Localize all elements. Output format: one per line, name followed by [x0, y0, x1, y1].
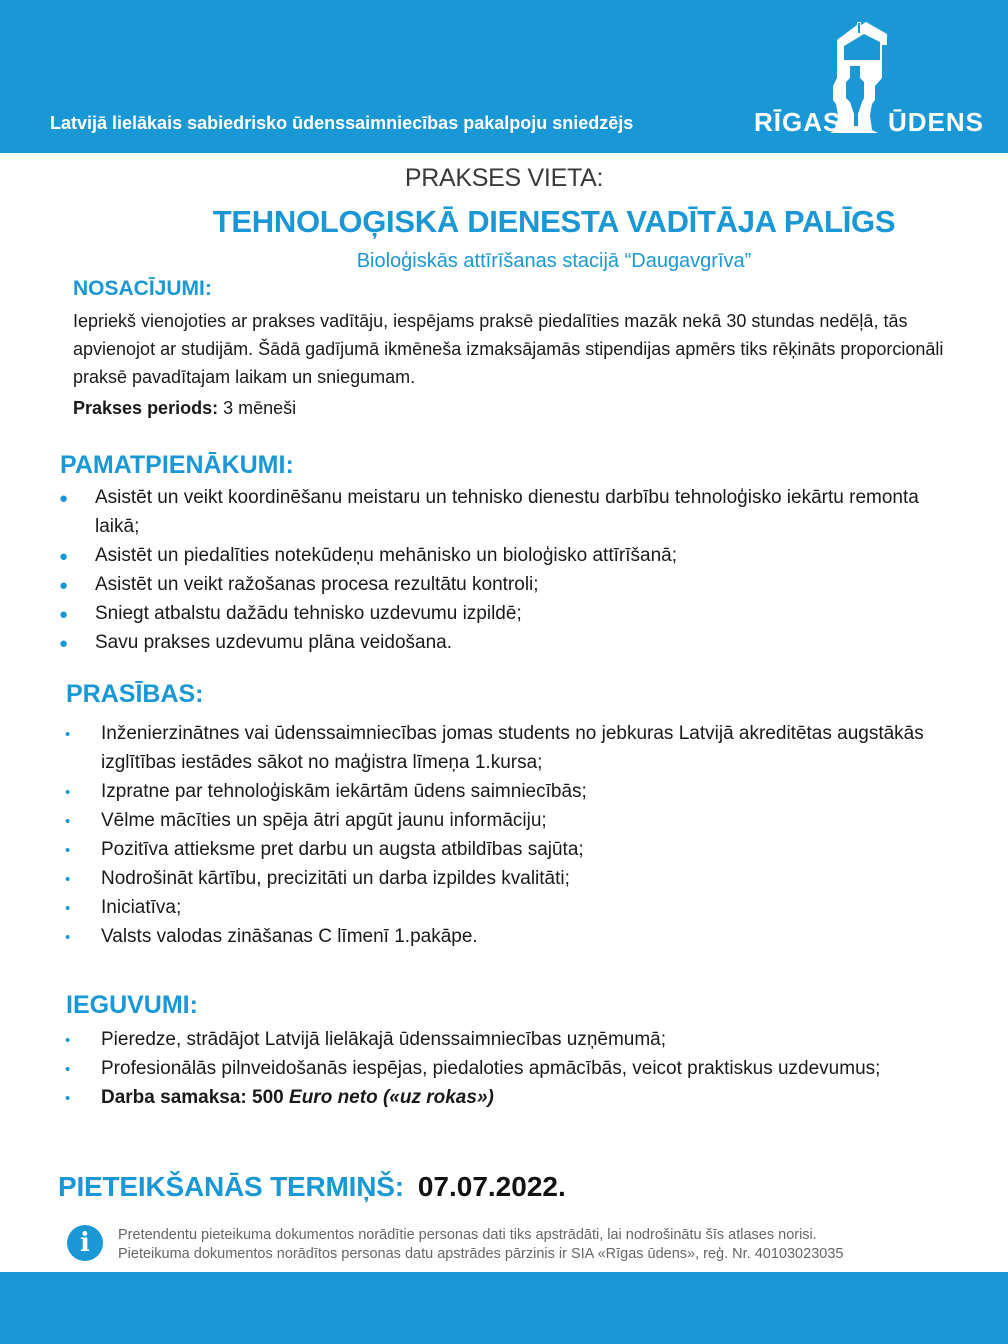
- bullet-icon: ●: [59, 635, 69, 652]
- requirements-list: [65, 719, 961, 951]
- list-item-text: Profesionālās pilnveidošanās iespējas, piedaloties apmācībās, veicot praktiskus uzdevumus;: [101, 1058, 881, 1079]
- privacy-notice: [118, 1226, 843, 1264]
- list-item-text: Pozitīva attieksme pret darbu un augsta atbildības sajūta;: [101, 839, 584, 860]
- conditions-heading: NOSACĪJUMI:: [73, 277, 212, 300]
- position-title: TEHNOLOĢISKĀ DIENESTA VADĪTĀJA PALĪGS: [212, 204, 896, 239]
- list-item: [59, 570, 925, 599]
- bullet-icon: •: [65, 1061, 71, 1078]
- practice-location: Bioloģiskās attīrīšanas stacijā “Daugavgrīva”: [356, 250, 752, 272]
- benefits-heading: IEGUVUMI:: [66, 991, 198, 1019]
- list-item-text: Vēlme mācīties un spēja ātri apgūt jaunu informāciju;: [101, 810, 547, 831]
- deadline-label: PIETEIKŠANĀS TERMIŅŠ:: [58, 1171, 404, 1202]
- list-item-text: Asistēt un piedalīties notekūdeņu mehānisko un bioloģisko attīrīšanā;: [95, 545, 677, 566]
- bullet-icon: ●: [59, 577, 69, 594]
- duties-list: [59, 483, 925, 657]
- list-item: [65, 806, 961, 835]
- bullet-icon: ●: [59, 490, 69, 507]
- bullet-icon: ●: [59, 606, 69, 623]
- list-item-text: Nodrošināt kārtību, precizitāti un darba izpildes kvalitāti;: [101, 868, 570, 889]
- salary-item: [65, 1083, 931, 1112]
- list-item-text: Inženierzinātnes vai ūdenssaimniecības jomas students no jebkuras Latvijā akreditētas augstākās izglītības iestādes sākot no maģistra līmeņa 1.kursa;: [101, 723, 924, 773]
- list-item-text: Savu prakses uzdevumu plāna veidošana.: [95, 632, 453, 653]
- list-item-text: Asistēt un veikt ražošanas procesa rezultātu kontroli;: [95, 574, 539, 595]
- bullet-icon: •: [65, 929, 71, 946]
- list-item: [65, 864, 961, 893]
- bullet-icon: •: [65, 813, 71, 830]
- requirements-heading: PRASĪBAS:: [66, 680, 204, 708]
- period-label: Prakses periods:: [73, 398, 219, 418]
- bullet-icon: •: [65, 1032, 71, 1049]
- practice-place-label: PRAKSES VIETA:: [404, 164, 604, 192]
- list-item: [65, 893, 961, 922]
- logo-text-udens: ŪDENS: [888, 107, 985, 137]
- privacy-notice-line1: Pretendentu pieteikuma dokumentos norādītie personas dati tiks apstrādāti, lai nodrošinātu šīs atlases norisi.: [118, 1227, 817, 1243]
- benefits-list: [65, 1025, 931, 1112]
- bullet-icon: •: [65, 784, 71, 801]
- list-item: [59, 541, 925, 570]
- info-icon: i: [67, 1225, 103, 1261]
- bullet-icon: •: [65, 900, 71, 917]
- period-value: 3 mēneši: [218, 398, 297, 418]
- list-item: [65, 1054, 931, 1083]
- duties-heading: PAMATPIENĀKUMI:: [60, 451, 294, 479]
- list-item-text: Izpratne par tehnoloģiskām iekārtām ūdens saimniecībās;: [101, 781, 587, 802]
- application-deadline: [58, 1171, 566, 1203]
- deadline-date: 07.07.2022.: [417, 1171, 566, 1202]
- list-item: [59, 599, 925, 628]
- logo-text-rigas: RĪGAS: [754, 107, 842, 137]
- header-banner: [0, 0, 1008, 153]
- list-item-text: Sniegt atbalstu dažādu tehnisko uzdevumu izpildē;: [95, 603, 522, 624]
- list-item: [65, 719, 961, 777]
- bullet-icon: •: [65, 842, 71, 859]
- bullet-icon: ●: [59, 548, 69, 565]
- list-item: [65, 777, 961, 806]
- practice-period: [73, 398, 296, 419]
- bullet-icon: •: [65, 1090, 71, 1107]
- privacy-notice-line2: Pieteikuma dokumentos norādītos personas datu apstrādes pārzinis ir SIA «Rīgas ūdens», reģ. Nr. 40103023035: [118, 1246, 844, 1262]
- list-item-text: Pieredze, strādājot Latvijā lielākajā ūdenssaimniecības uzņēmumā;: [101, 1029, 667, 1050]
- list-item-text: Iniciatīva;: [101, 897, 182, 918]
- footer-banner: [0, 1272, 1008, 1344]
- conditions-text: Iepriekš vienojoties ar prakses vadītāju, iespējams praksē piedalīties mazāk nekā 30 stundas nedēļā, tās apvienojot ar studijām. Šādā gadījumā ikmēneša izmaksājamās stipendijas apmērs tiks rēķināts proporcionāli praksē pavadītajam laikam un sniegumam.: [73, 311, 944, 387]
- salary-label: Darba samaksa: 500: [101, 1087, 290, 1108]
- list-item-text: Asistēt un veikt koordinēšanu meistaru un tehnisko dienestu darbību tehnoloģisko iekārtu remonta laikā;: [95, 487, 919, 537]
- rigas-udens-logo: [754, 20, 984, 145]
- list-item: [59, 483, 925, 541]
- list-item: [59, 628, 925, 657]
- list-item: [65, 835, 961, 864]
- salary-value: Euro neto («uz rokas»): [289, 1087, 494, 1108]
- list-item: [65, 1025, 931, 1054]
- bullet-icon: •: [65, 871, 71, 888]
- company-tagline: Latvijā lielākais sabiedrisko ūdenssaimniecības pakalpoju sniedzējs: [50, 113, 634, 133]
- list-item-text: Valsts valodas zināšanas C līmenī 1.pakāpe.: [101, 926, 478, 947]
- list-item: [65, 922, 961, 951]
- bullet-icon: •: [65, 726, 71, 743]
